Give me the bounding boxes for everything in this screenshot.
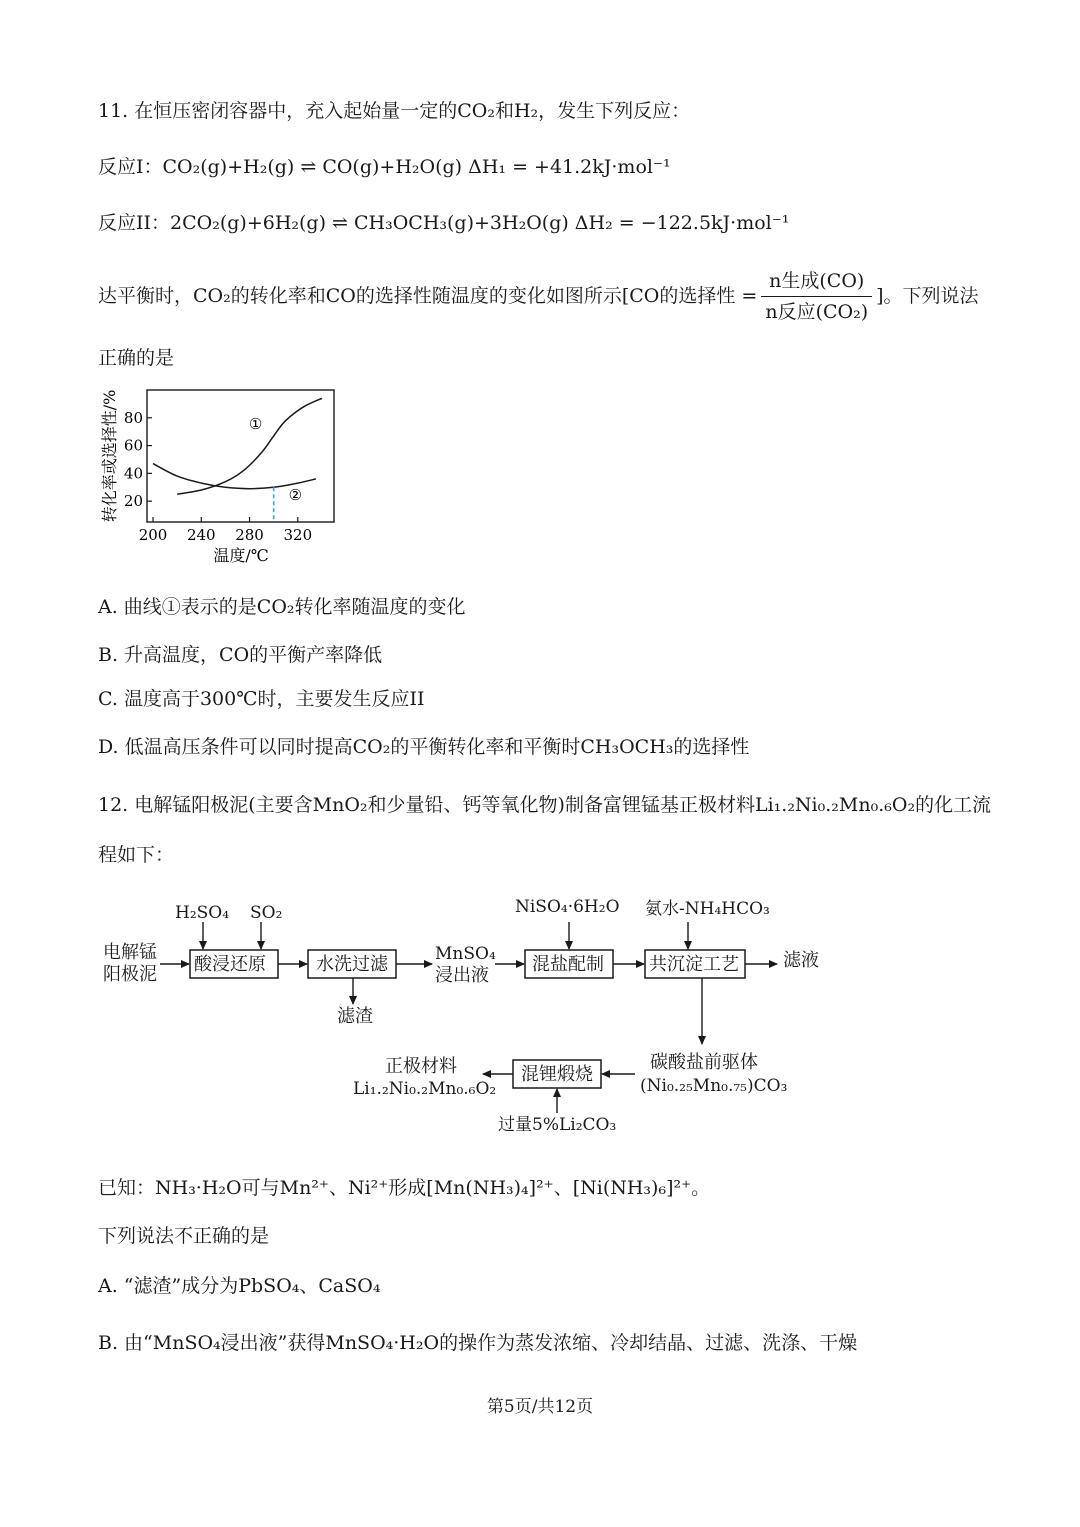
x-tick-label: 280 <box>235 526 264 544</box>
q12-option-a: A. “滤渣”成分为PbSO₄、CaSO₄ <box>98 1275 381 1297</box>
precursor-line-1: 碳酸盐前驱体 <box>650 1052 758 1073</box>
page-footer: 第5页/共12页 <box>486 1397 594 1417</box>
step-acid-leach-label: 酸浸还原 <box>194 954 266 975</box>
y-tick-label: 60 <box>123 436 143 455</box>
y-tick-label: 40 <box>123 464 143 483</box>
curve-1 <box>177 398 322 494</box>
step-mix-salt-label: 混盐配制 <box>532 954 604 975</box>
reagent-so2: SO₂ <box>250 903 283 923</box>
q11-option-d: D. 低温高压条件可以同时提高CO₂的平衡转化率和平衡时CH₃OCH₃的选择性 <box>98 736 750 758</box>
q11-option-b: B. 升高温度，CO的平衡产率降低 <box>98 644 383 666</box>
fraction-numerator: n生成(CO) <box>761 268 872 297</box>
curve-2-label: ② <box>288 485 303 504</box>
reagent-niso4: NiSO₄·6H₂O <box>515 897 620 917</box>
product-line-1: 正极材料 <box>385 1056 457 1077</box>
q11-reaction-1: 反应I：CO₂(g)+H₂(g) ⇌ CO(g)+H₂O(g) ΔH₁ = +41.2kJ·mol⁻¹ <box>98 156 671 178</box>
x-tick-label: 320 <box>283 526 313 544</box>
raw-material-line-1: 电解锰 <box>103 942 157 963</box>
q12-prompt: 下列说法不正确的是 <box>98 1225 270 1247</box>
q11-selectivity-line <box>98 264 979 328</box>
q11-selectivity-line-2: 正确的是 <box>98 347 175 369</box>
step-coprecip-label: 共沉淀工艺 <box>649 954 739 975</box>
q12-option-b: B. 由“MnSO₄浸出液”获得MnSO₄·H₂O的操作为蒸发浓缩、冷却结晶、过滤、洗涤、干燥 <box>98 1332 858 1354</box>
q12-stem-line-2: 程如下： <box>98 844 175 866</box>
q11-reaction-2: 反应II：2CO₂(g)+6H₂(g) ⇌ CH₃OCH₃(g)+3H₂O(g) ΔH₂ = −122.5kJ·mol⁻¹ <box>98 212 790 234</box>
product-line-2: Li₁.₂Ni₀.₂Mn₀.₆O₂ <box>353 1079 497 1099</box>
selectivity-fraction <box>761 268 872 325</box>
precursor-line-2: (Ni₀.₂₅Mn₀.₇₅)CO₃ <box>640 1076 788 1096</box>
q11-chart <box>95 380 355 570</box>
reagent-ammonia: 氨水-NH₄HCO₃ <box>645 899 770 919</box>
chart-ylabel: 转化率或选择性/% <box>100 389 119 523</box>
y-tick-label: 20 <box>123 492 143 511</box>
step-wash-filter-label: 水洗过滤 <box>316 954 388 975</box>
curve-1-label: ① <box>248 414 263 433</box>
filtrate-label: 滤液 <box>783 950 819 971</box>
q11-selectivity-post: ]。下列说法 <box>876 285 979 307</box>
q11-selectivity-pre: 达平衡时，CO₂的转化率和CO的选择性随温度的变化如图所示[CO的选择性 = <box>98 285 758 307</box>
x-ticks <box>139 517 312 544</box>
q11-option-a: A. 曲线①表示的是CO₂转化率随温度的变化 <box>98 596 466 618</box>
x-tick-label: 200 <box>138 526 168 544</box>
x-tick-label: 240 <box>186 526 216 544</box>
leach-liquid-line-1: MnSO₄ <box>435 944 496 964</box>
chart-frame <box>147 390 334 522</box>
chart-xlabel: 温度/℃ <box>213 546 269 565</box>
reagent-h2so4: H₂SO₄ <box>175 903 230 923</box>
residue-label: 滤渣 <box>337 1006 373 1027</box>
fraction-denominator: n反应(CO₂) <box>765 300 869 323</box>
q12-stem-line-1: 12. 电解锰阳极泥(主要含MnO₂和少量铅、钙等氧化物)制备富锂锰基正极材料Li₁.₂Ni₀.₂Mn₀.₆O₂的化工流 <box>98 794 992 816</box>
y-ticks <box>124 409 152 510</box>
leach-liquid-line-2: 浸出液 <box>435 965 489 986</box>
q11-option-c: C. 温度高于300℃时，主要发生反应II <box>98 688 425 710</box>
reagent-li2co3: 过量5%Li₂CO₃ <box>498 1115 617 1135</box>
q12-flowchart <box>95 888 819 1150</box>
raw-material-line-2: 阳极泥 <box>103 964 157 985</box>
q11-stem: 11. 在恒压密闭容器中，充入起始量一定的CO₂和H₂，发生下列反应： <box>98 100 691 122</box>
y-tick-label: 80 <box>123 408 143 427</box>
step-calcine-label: 混锂煅烧 <box>521 1064 593 1085</box>
q12-known: 已知：NH₃·H₂O可与Mn²⁺、Ni²⁺形成[Mn(NH₃)₄]²⁺、[Ni(NH₃)₆]²⁺。 <box>98 1177 711 1199</box>
